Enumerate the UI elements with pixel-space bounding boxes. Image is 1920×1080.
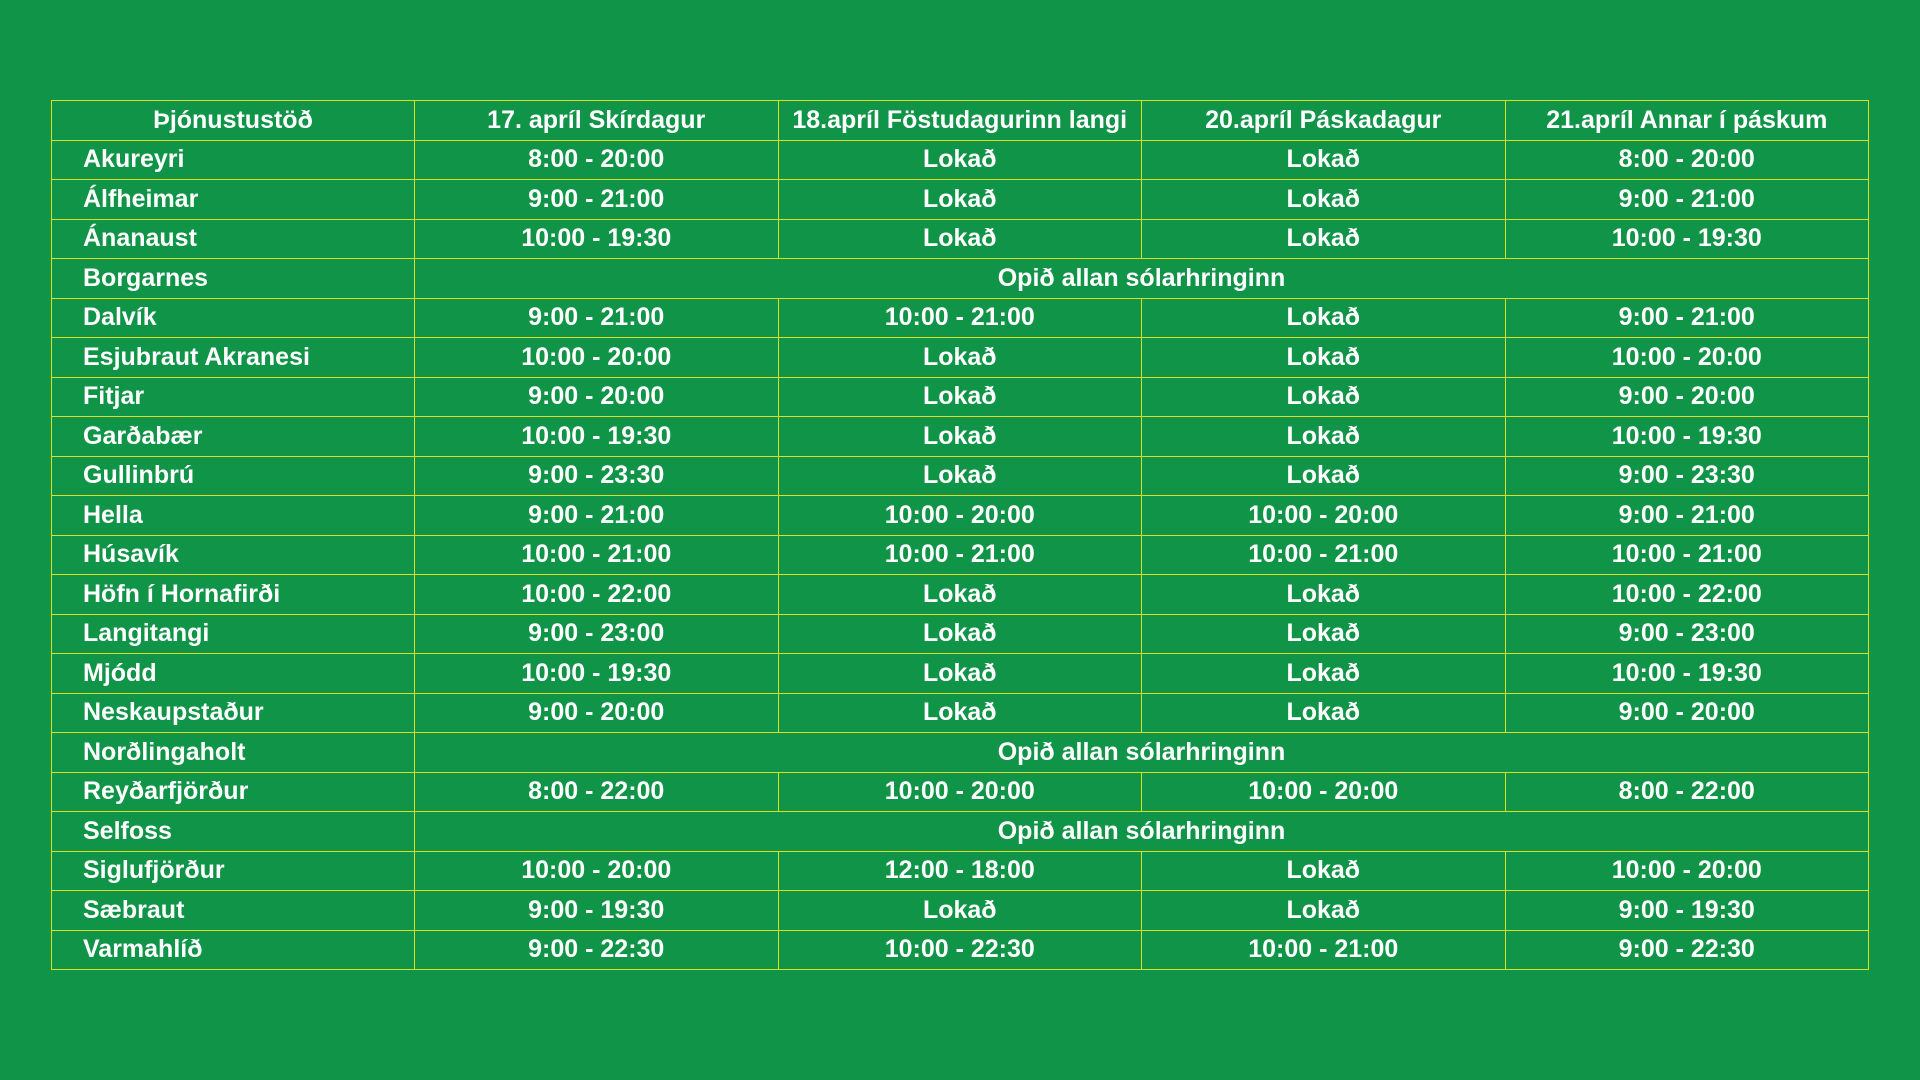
station-name-cell: Reyðarfjörður <box>52 772 415 812</box>
hours-cell: 10:00 - 20:00 <box>778 772 1142 812</box>
hours-cell: 10:00 - 19:30 <box>1505 654 1869 694</box>
station-name-cell: Dalvík <box>52 298 415 338</box>
open-24h-cell: Opið allan sólarhringinn <box>415 259 1869 299</box>
hours-cell: 10:00 - 20:00 <box>415 851 779 891</box>
station-name-cell: Akureyri <box>52 140 415 180</box>
hours-cell: 9:00 - 21:00 <box>415 496 779 536</box>
station-name-cell: Húsavík <box>52 535 415 575</box>
hours-cell: 10:00 - 21:00 <box>415 535 779 575</box>
station-name-cell: Esjubraut Akranesi <box>52 338 415 378</box>
column-header-april-18: 18.apríl Föstudagurinn langi <box>778 101 1142 141</box>
hours-cell: Lokað <box>778 219 1142 259</box>
station-name-cell: Hella <box>52 496 415 536</box>
hours-cell: 9:00 - 21:00 <box>415 298 779 338</box>
column-header-april-20: 20.apríl Páskadagur <box>1142 101 1506 141</box>
table-row <box>52 693 1869 733</box>
hours-cell: 10:00 - 21:00 <box>1142 535 1506 575</box>
hours-cell: Lokað <box>1142 614 1506 654</box>
hours-cell: 9:00 - 20:00 <box>415 693 779 733</box>
hours-cell: 10:00 - 19:30 <box>1505 417 1869 457</box>
hours-cell: 10:00 - 22:00 <box>1505 575 1869 615</box>
table-row <box>52 298 1869 338</box>
station-name-cell: Gullinbrú <box>52 456 415 496</box>
station-name-cell: Norðlingaholt <box>52 733 415 773</box>
hours-cell: 9:00 - 23:30 <box>415 456 779 496</box>
hours-cell: 10:00 - 21:00 <box>1142 930 1506 970</box>
table-header-row <box>52 101 1869 141</box>
hours-cell: 10:00 - 20:00 <box>1505 851 1869 891</box>
hours-cell: 10:00 - 21:00 <box>778 535 1142 575</box>
hours-cell: 10:00 - 20:00 <box>1142 772 1506 812</box>
table-row <box>52 180 1869 220</box>
hours-cell: 10:00 - 19:30 <box>1505 219 1869 259</box>
hours-cell: 8:00 - 22:00 <box>1505 772 1869 812</box>
hours-cell: Lokað <box>1142 654 1506 694</box>
hours-cell: Lokað <box>1142 219 1506 259</box>
hours-cell: 8:00 - 22:00 <box>415 772 779 812</box>
table-row <box>52 456 1869 496</box>
hours-cell: 10:00 - 21:00 <box>1505 535 1869 575</box>
hours-cell: Lokað <box>1142 180 1506 220</box>
hours-cell: 10:00 - 22:30 <box>778 930 1142 970</box>
hours-cell: 9:00 - 21:00 <box>415 180 779 220</box>
hours-cell: Lokað <box>778 575 1142 615</box>
table-row <box>52 377 1869 417</box>
hours-cell: Lokað <box>1142 417 1506 457</box>
table-row <box>52 535 1869 575</box>
station-name-cell: Siglufjörður <box>52 851 415 891</box>
station-name-cell: Varmahlíð <box>52 930 415 970</box>
open-24h-cell: Opið allan sólarhringinn <box>415 733 1869 773</box>
hours-cell: Lokað <box>778 693 1142 733</box>
table-row <box>52 496 1869 536</box>
hours-cell: 8:00 - 20:00 <box>1505 140 1869 180</box>
hours-cell: 10:00 - 21:00 <box>778 298 1142 338</box>
hours-cell: Lokað <box>778 891 1142 931</box>
hours-cell: Lokað <box>1142 693 1506 733</box>
hours-cell: Lokað <box>778 338 1142 378</box>
table-row <box>52 140 1869 180</box>
station-name-cell: Langitangi <box>52 614 415 654</box>
hours-cell: 9:00 - 21:00 <box>1505 180 1869 220</box>
hours-cell: Lokað <box>1142 338 1506 378</box>
hours-cell: Lokað <box>1142 891 1506 931</box>
hours-cell: Lokað <box>1142 456 1506 496</box>
station-name-cell: Álfheimar <box>52 180 415 220</box>
opening-hours-table <box>51 100 1869 970</box>
hours-cell: 10:00 - 20:00 <box>1142 496 1506 536</box>
table-row <box>52 219 1869 259</box>
station-name-cell: Mjódd <box>52 654 415 694</box>
station-name-cell: Fitjar <box>52 377 415 417</box>
station-name-cell: Höfn í Hornafirði <box>52 575 415 615</box>
hours-cell: 10:00 - 22:00 <box>415 575 779 615</box>
hours-cell: Lokað <box>1142 298 1506 338</box>
hours-cell: Lokað <box>1142 140 1506 180</box>
station-name-cell: Ánanaust <box>52 219 415 259</box>
table-row <box>52 812 1869 852</box>
hours-cell: 9:00 - 19:30 <box>415 891 779 931</box>
station-name-cell: Borgarnes <box>52 259 415 299</box>
hours-cell: 10:00 - 20:00 <box>415 338 779 378</box>
table-row <box>52 733 1869 773</box>
station-name-cell: Selfoss <box>52 812 415 852</box>
hours-cell: Lokað <box>778 377 1142 417</box>
hours-cell: 10:00 - 19:30 <box>415 417 779 457</box>
hours-cell: 8:00 - 20:00 <box>415 140 779 180</box>
table-row <box>52 259 1869 299</box>
table-row <box>52 891 1869 931</box>
hours-cell: Lokað <box>778 614 1142 654</box>
hours-cell: Lokað <box>778 456 1142 496</box>
table-row <box>52 851 1869 891</box>
hours-cell: 9:00 - 21:00 <box>1505 496 1869 536</box>
table-row <box>52 772 1869 812</box>
hours-cell: 10:00 - 19:30 <box>415 219 779 259</box>
hours-cell: 9:00 - 23:00 <box>415 614 779 654</box>
table-body <box>52 140 1869 970</box>
table-row <box>52 614 1869 654</box>
station-name-cell: Garðabær <box>52 417 415 457</box>
hours-cell: 9:00 - 23:30 <box>1505 456 1869 496</box>
hours-cell: 9:00 - 21:00 <box>1505 298 1869 338</box>
station-name-cell: Neskaupstaður <box>52 693 415 733</box>
hours-cell: Lokað <box>1142 851 1506 891</box>
hours-cell: Lokað <box>778 140 1142 180</box>
table-row <box>52 654 1869 694</box>
hours-cell: 9:00 - 20:00 <box>415 377 779 417</box>
table-row <box>52 930 1869 970</box>
hours-cell: 9:00 - 23:00 <box>1505 614 1869 654</box>
hours-cell: 10:00 - 19:30 <box>415 654 779 694</box>
column-header-station: Þjónustustöð <box>52 101 415 141</box>
table-row <box>52 575 1869 615</box>
column-header-april-21: 21.apríl Annar í páskum <box>1505 101 1869 141</box>
table-row <box>52 338 1869 378</box>
hours-cell: 9:00 - 22:30 <box>415 930 779 970</box>
hours-cell: 9:00 - 22:30 <box>1505 930 1869 970</box>
hours-cell: Lokað <box>1142 575 1506 615</box>
hours-cell: 9:00 - 20:00 <box>1505 693 1869 733</box>
table-row <box>52 417 1869 457</box>
hours-cell: 10:00 - 20:00 <box>778 496 1142 536</box>
hours-cell: Lokað <box>778 654 1142 694</box>
hours-cell: Lokað <box>1142 377 1506 417</box>
hours-cell: 12:00 - 18:00 <box>778 851 1142 891</box>
station-name-cell: Sæbraut <box>52 891 415 931</box>
hours-cell: 10:00 - 20:00 <box>1505 338 1869 378</box>
hours-cell: 9:00 - 20:00 <box>1505 377 1869 417</box>
hours-cell: 9:00 - 19:30 <box>1505 891 1869 931</box>
hours-cell: Lokað <box>778 180 1142 220</box>
column-header-april-17: 17. apríl Skírdagur <box>415 101 779 141</box>
open-24h-cell: Opið allan sólarhringinn <box>415 812 1869 852</box>
hours-cell: Lokað <box>778 417 1142 457</box>
